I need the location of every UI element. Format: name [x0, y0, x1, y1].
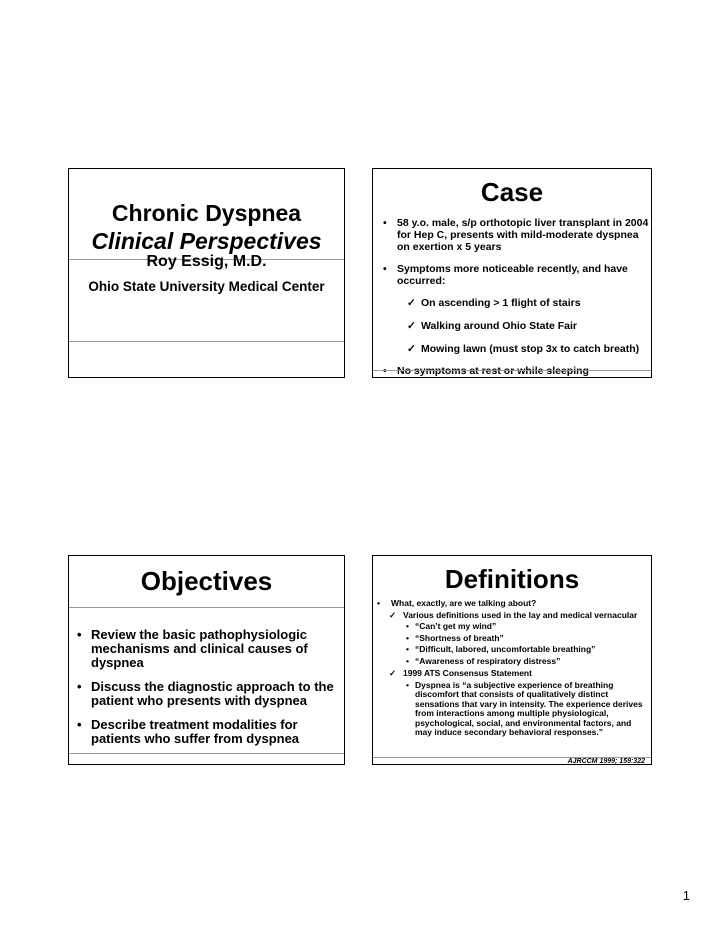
organization: Ohio State University Medical Center [88, 279, 325, 294]
slide-heading: Definitions [444, 564, 580, 594]
list-item: • Discuss the diagnostic approach to the patient who presents with dyspnea [91, 680, 345, 708]
sub-item: • “Awareness of respiratory distress” [415, 657, 649, 667]
title-line-1: Chronic Dyspnea [111, 200, 302, 226]
slide-case [372, 168, 652, 378]
bullet-list [397, 217, 652, 378]
slide-definitions [372, 555, 652, 765]
check-item-text: 1999 ATS Consensus Statement [403, 668, 532, 678]
list-item: • Review the basic pathophysiologic mechanisms and clinical causes of dyspnea [91, 628, 345, 670]
sub-item: • “Shortness of breath” [415, 634, 649, 644]
list-item-text: What, exactly, are we talking about? [391, 598, 537, 608]
divider [69, 753, 344, 754]
slide-heading: Case [480, 177, 544, 207]
divider [69, 607, 344, 608]
sub-item: • “Can’t get my wind” [415, 622, 649, 632]
check-item [403, 669, 649, 738]
slide-objectives [68, 555, 345, 765]
divider [373, 370, 651, 371]
list-item: • Describe treatment modalities for patients who suffer from dyspnea [91, 718, 345, 746]
list-item: • 58 y.o. male, s/p orthotopic liver transplant in 2004 for Hep C, presents with mild-moderate dyspnea on exertion x 5 years [397, 217, 652, 253]
sub-item: • “Difficult, labored, uncomfortable breathing” [415, 645, 649, 655]
check-item: ✓ On ascending > 1 flight of stairs [421, 297, 652, 309]
title-line-2: Clinical Perspectives [91, 228, 322, 254]
page-number: 1 [682, 888, 690, 903]
slide-title-heading [69, 199, 344, 255]
list-item: • No symptoms at rest or while sleeping [397, 365, 652, 377]
slide-title [68, 168, 345, 378]
sub-item: • Dyspnea is “a subjective experience of breathing discomfort that consists of qualitatively distinct sensations that vary in intensity. The experience derives from interactions among multiple physiological, psychological, social, and environmental factors, and may induce secondary behavioral responses.” [415, 681, 649, 738]
author: Roy Essig, M.D. [146, 253, 267, 270]
bullet-list [91, 628, 345, 756]
bullet-list [391, 599, 649, 741]
sub-list [403, 681, 649, 738]
list-item [391, 599, 649, 738]
list-item [397, 263, 652, 355]
divider [69, 341, 344, 342]
check-list [391, 611, 649, 738]
check-list [397, 297, 652, 355]
citation: AJRCCM 1999; 159:322 [567, 758, 645, 765]
check-item: ✓ Walking around Ohio State Fair [421, 320, 652, 332]
check-item: ✓ Mowing lawn (must stop 3x to catch breath) [421, 343, 652, 355]
check-item [403, 611, 649, 667]
slide-heading: Objectives [140, 566, 273, 596]
sub-list [403, 622, 649, 666]
check-item-text: Various definitions used in the lay and medical vernacular [403, 609, 638, 620]
list-item-text: Symptoms more noticeable recently, and have occurred: [397, 263, 628, 287]
